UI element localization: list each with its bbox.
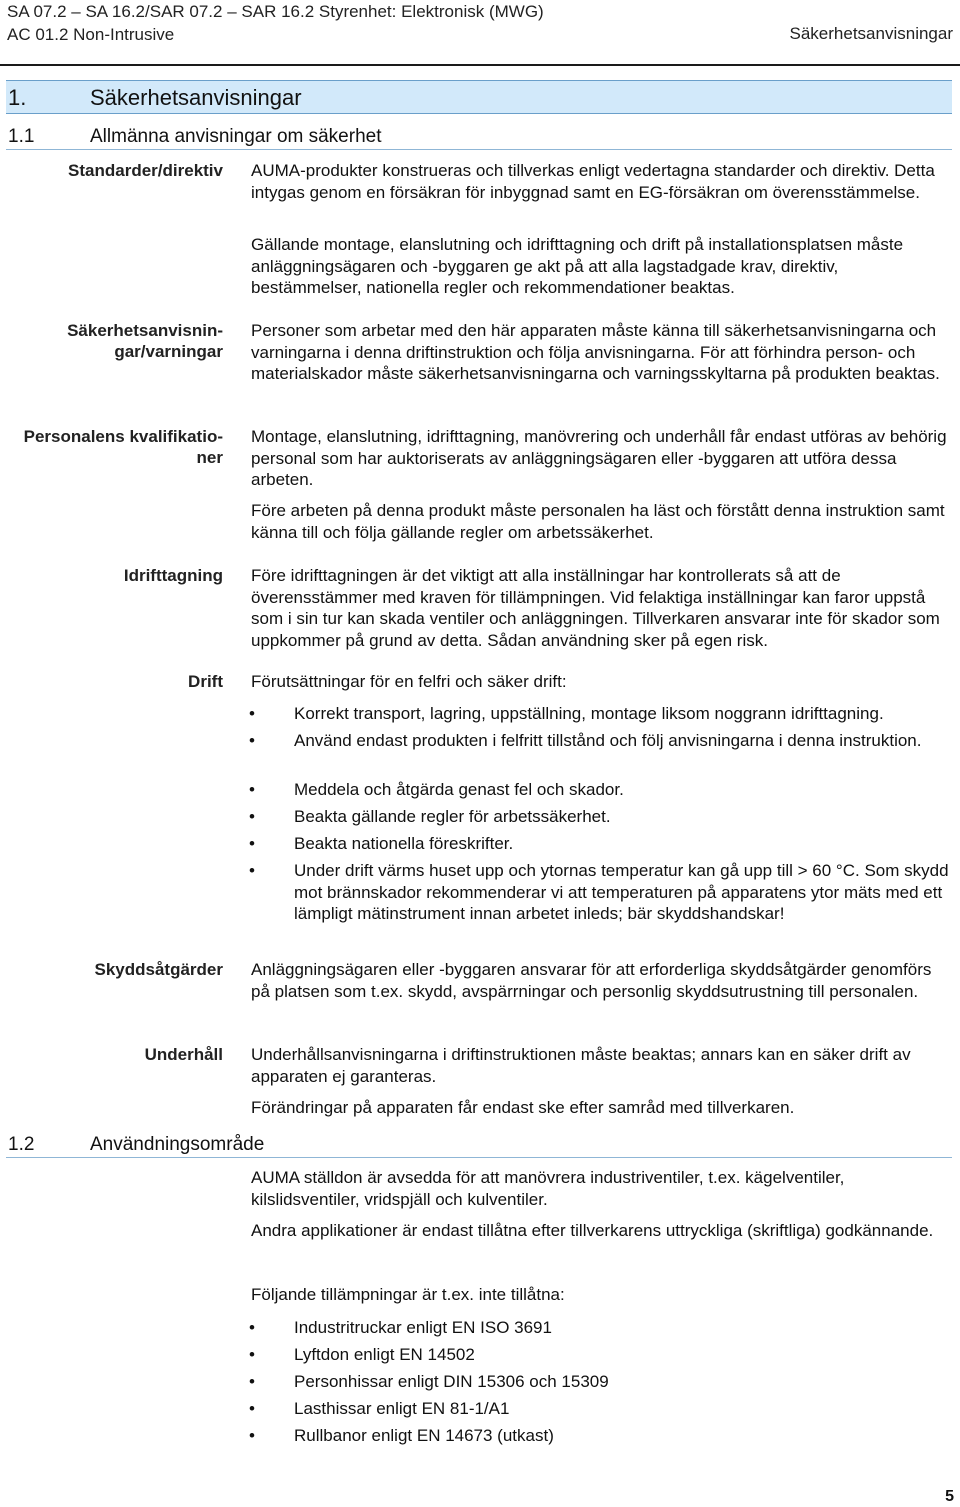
list-item: • Meddela och åtgärda genast fel och skador. [249,780,624,799]
paragraph-usage-2: Andra applikationer är endast tillåtna efter tillverkarens uttryckliga (skriftliga) godkännande. [251,1221,934,1240]
bullet-icon: • [249,1318,255,1337]
side-heading-maintenance: Underhåll [144,1045,223,1064]
paragraph-safety: Personer som arbetar med den här apparaten måste känna till säkerhetsanvisningarna och varningarna i denna driftinstruktion och följa anvisningarna. För att förhindra person- och materialskador måste säkerhetsanvisningarna och varningsskyltarna på produkten beaktas. [251,321,940,383]
section-1-heading [6,80,952,114]
list-item: • Beakta gällande regler för arbetssäkerhet. [249,807,611,826]
list-item: • Industritruckar enligt EN ISO 3691 [249,1318,552,1337]
bullet-icon: • [249,1399,255,1418]
paragraph-protection: Anläggningsägaren eller -byggaren ansvarar för att erforderliga skyddsåtgärder genomförs på platsen som t.ex. skydd, avspärrningar och personlig skyddsutrustning till personalen. [251,960,932,1001]
paragraph-commissioning: Före idrifttagningen är det viktigt att alla inställningar har kontrollerats så att de överensstämmer med kraven för tillämpningen. Vid felaktiga inställningar kan faror uppstå som i sin tur kan skada ventiler och anläggningen. Tillverkaren ansvarar inte för skador som uppkommer på grund av detta. Sådan användning sker på egen risk. [251,566,940,650]
header-line-2: AC 01.2 Non-Intrusive [7,25,175,44]
side-heading-line: Personalens kvalifikatio- [23,427,223,446]
bullet-icon: • [249,807,255,826]
header-section-name: Säkerhetsanvisningar [789,24,953,43]
bullet-icon: • [249,1345,255,1364]
side-heading-safety [8,320,223,362]
bullet-icon: • [249,780,255,799]
page-number: 5 [945,1488,954,1505]
side-heading-standards: Standarder/direktiv [68,161,223,180]
section-1-2-heading [6,1131,952,1158]
bullet-icon: • [249,1372,255,1391]
paragraph-qualifications-2: Före arbeten på denna produkt måste personalen ha läst och förstått denna instruktion samt känna till och följa gällande regler om arbetssäkerhet. [251,501,945,542]
side-heading-commissioning: Idrifttagning [123,566,223,585]
section-number: 1.2 [8,1134,35,1155]
paragraph-operation-intro: Förutsättningar för en felfri och säker drift: [251,672,567,691]
list-item: • Lyftdon enligt EN 14502 [249,1345,475,1364]
list-item: • Beakta nationella föreskrifter. [249,834,514,853]
side-heading-line: ner [196,448,223,467]
paragraph-usage-3: Följande tillämpningar är t.ex. inte tillåtna: [251,1285,565,1304]
side-heading-line: Säkerhetsanvisnin- [67,321,223,340]
section-title: Användningsområde [90,1134,265,1155]
bullet-icon: • [249,834,255,853]
side-heading-protection: Skyddsåtgärder [94,960,223,979]
section-number: 1. [8,85,27,110]
paragraph-standards-2: Gällande montage, elanslutning och idrifttagning och drift på installationsplatsen måste anläggningsägaren och -byggaren ge akt på att alla lagstadgade krav, direktiv, bestämmelser, nationella regler och rekommendationer beaktas. [251,235,904,297]
list-item: • Personhissar enligt DIN 15306 och 15309 [249,1372,609,1391]
paragraph-maintenance-1: Underhållsanvisningarna i driftinstruktionen måste beaktas; annars kan en säker drift av apparaten ej garanteras. [251,1045,911,1086]
paragraph-usage-1: AUMA ställdon är avsedda för att manövrera industriventiler, t.ex. kägelventiler, kilslidsventiler, vridspjäll och kulventiler. [251,1168,845,1209]
bullet-icon: • [249,731,255,750]
section-number: 1.1 [8,126,35,147]
document-header [7,0,544,46]
side-heading-operation: Drift [188,672,223,691]
list-item: • Rullbanor enligt EN 14673 (utkast) [249,1426,554,1445]
paragraph-qualifications-1: Montage, elanslutning, idrifttagning, manövrering och underhåll får endast utföras av behörig personal som har auktoriserats av anläggningsägaren eller -byggaren att utföra dessa arbeten. [251,427,947,489]
header-line-1: SA 07.2 – SA 16.2/SAR 07.2 – SAR 16.2 Styrenhet: Elektronisk (MWG) [7,2,544,21]
list-item: • Under drift värms huset upp och ytornas temperatur kan gå upp till > 60 °C. Som skydd mot brännskador rekommenderar vi att temperaturen på apparatens ytor mäts med ett lämpligt mätinstrument innan arbetet inleds; bär skyddshandskar! [249,861,949,923]
bullet-icon: • [249,1426,255,1445]
section-1-1-heading [6,123,952,150]
bullet-icon: • [249,704,255,723]
side-heading-qualifications [8,426,223,468]
paragraph-standards-1: AUMA-produkter konstrueras och tillverkas enligt vedertagna standarder och direktiv. Detta intygas genom en försäkran för inbyggnad samt en EG-försäkran om överensstämmelse. [251,161,935,202]
list-item: • Korrekt transport, lagring, uppställning, montage liksom noggrann idrifttagning. [249,704,884,723]
list-item: • Lasthissar enligt EN 81-1/A1 [249,1399,510,1418]
bullet-icon: • [249,861,255,880]
side-heading-line: gar/varningar [114,342,223,361]
header-rule [0,64,960,66]
section-title: Säkerhetsanvisningar [90,85,302,110]
section-title: Allmänna anvisningar om säkerhet [90,126,382,147]
paragraph-maintenance-2: Förändringar på apparaten får endast ske efter samråd med tillverkaren. [251,1098,795,1117]
list-item: • Använd endast produkten i felfritt tillstånd och följ anvisningarna i denna instruktion. [249,731,922,750]
